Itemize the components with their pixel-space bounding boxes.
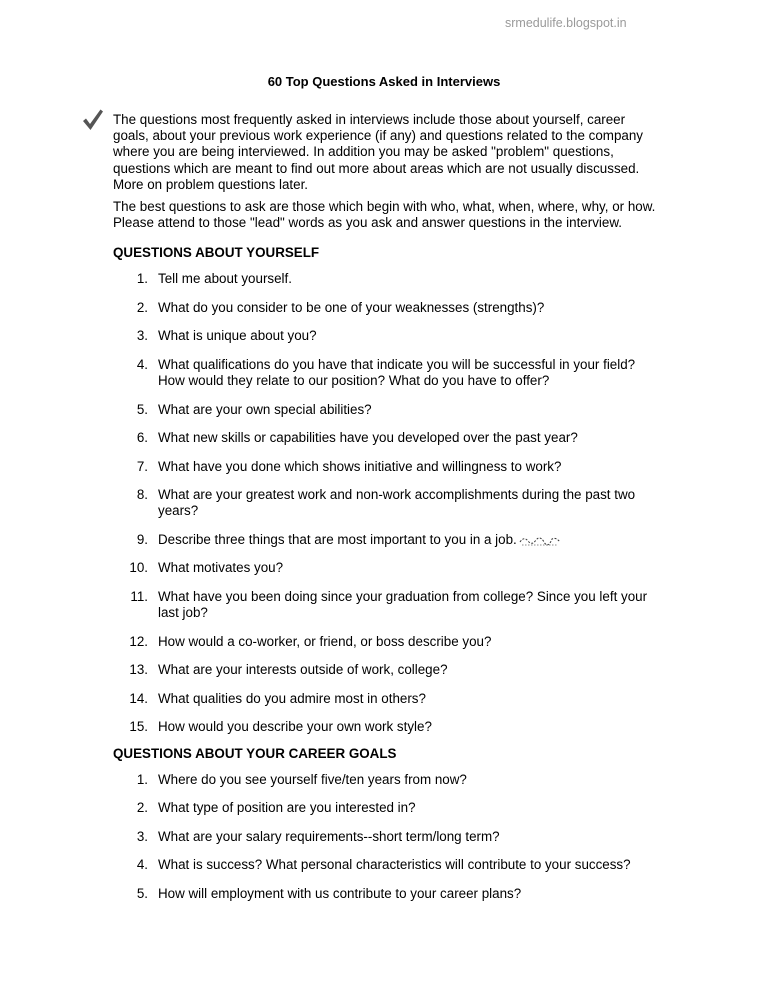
item-text: What are your greatest work and non-work accomplishments during the past two years? — [158, 487, 636, 519]
item-text: What motivates you? — [158, 560, 284, 576]
item-text: What are your interests outside of work, college? — [158, 662, 448, 678]
item-number: 10. — [129, 560, 148, 576]
item-text: What new skills or capabilities have you developed over the past year? — [158, 430, 578, 446]
list-item — [113, 634, 658, 650]
item-number: 2. — [136, 299, 148, 315]
item-number: 1. — [136, 271, 148, 287]
item-text: What qualifications do you have that indicate you will be successful in your field? How would they relate to our position? What do you have to offer? — [158, 356, 636, 389]
item-text: What have you done which shows initiative and willingness to work? — [158, 458, 562, 474]
checkmark-icon — [82, 108, 104, 132]
list-item — [113, 589, 658, 621]
item-number: 2. — [136, 800, 148, 816]
list-item — [113, 560, 658, 576]
item-number: 14. — [129, 690, 148, 706]
item-number: 13. — [129, 662, 148, 678]
list-item — [113, 487, 658, 519]
list-item — [113, 328, 658, 344]
list-item — [113, 430, 658, 446]
watermark: srmedulife.blogspot.in — [505, 16, 627, 30]
list-item — [113, 886, 658, 902]
item-text: How will employment with us contribute to your career plans? — [158, 885, 522, 901]
item-text: How would you describe your own work style? — [158, 719, 432, 735]
item-text: What have you been doing since your graduation from college? Since you left your last job? — [158, 588, 648, 621]
scribble-mark-icon — [519, 533, 561, 547]
list-item — [113, 300, 658, 316]
item-text: What is success? What personal characteristics will contribute to your success? — [158, 857, 631, 873]
item-text: What are your own special abilities? — [158, 401, 372, 417]
item-text: What type of position are you interested in? — [158, 800, 416, 816]
item-text: What do you consider to be one of your weaknesses (strengths)? — [158, 299, 545, 315]
document-body — [113, 112, 658, 914]
list-item — [113, 459, 658, 475]
list-item — [113, 402, 658, 418]
list-item — [113, 691, 658, 707]
item-number: 7. — [136, 458, 148, 474]
list-item — [113, 532, 658, 548]
item-number: 6. — [136, 430, 148, 446]
list-item — [113, 829, 658, 845]
item-number: 3. — [136, 828, 148, 844]
item-text: How would a co-worker, or friend, or boss describe you? — [158, 633, 492, 649]
item-number: 11. — [130, 588, 148, 604]
item-number: 4. — [136, 857, 148, 873]
list-item — [113, 800, 658, 816]
item-number: 5. — [136, 401, 148, 417]
item-text: Where do you see yourself five/ten years from now? — [158, 771, 467, 787]
list-item — [113, 662, 658, 678]
item-text: What is unique about you? — [158, 328, 317, 344]
list-item — [113, 857, 658, 873]
item-number: 9. — [136, 531, 148, 547]
list-item — [113, 772, 658, 788]
intro-paragraph: The best questions to ask are those which begin with who, what, when, where, why, or how. Please attend to those "lead" words as you ask and answer questions in the interview. — [113, 199, 656, 231]
question-list — [113, 772, 658, 902]
item-text: Describe three things that are most important to you in a job. — [158, 531, 517, 547]
page-title: 60 Top Questions Asked in Interviews — [267, 74, 501, 89]
item-text: Tell me about yourself. — [158, 271, 292, 287]
item-text: What qualities do you admire most in others? — [158, 690, 426, 706]
item-number: 1. — [136, 771, 148, 787]
list-item — [113, 357, 658, 389]
item-number: 12. — [129, 633, 148, 649]
item-text: What are your salary requirements--short term/long term? — [158, 828, 500, 844]
item-number: 8. — [136, 487, 148, 503]
question-list — [113, 271, 658, 735]
item-number: 3. — [136, 328, 148, 344]
section-heading: QUESTIONS ABOUT YOURSELF — [113, 245, 320, 261]
section-heading: QUESTIONS ABOUT YOUR CAREER GOALS — [113, 745, 397, 761]
item-number: 4. — [136, 356, 148, 372]
item-number: 15. — [129, 719, 148, 735]
intro-paragraph: The questions most frequently asked in interviews include those about yourself, career goals, about your previous work experience (if any) and questions related to the company where you are being interviewed. In addition you may be asked "problem" questions, questions which are meant to find out more about areas which are not usually discussed. More on problem questions later. — [113, 112, 643, 192]
list-item — [113, 271, 658, 287]
item-number: 5. — [136, 885, 148, 901]
list-item — [113, 719, 658, 735]
